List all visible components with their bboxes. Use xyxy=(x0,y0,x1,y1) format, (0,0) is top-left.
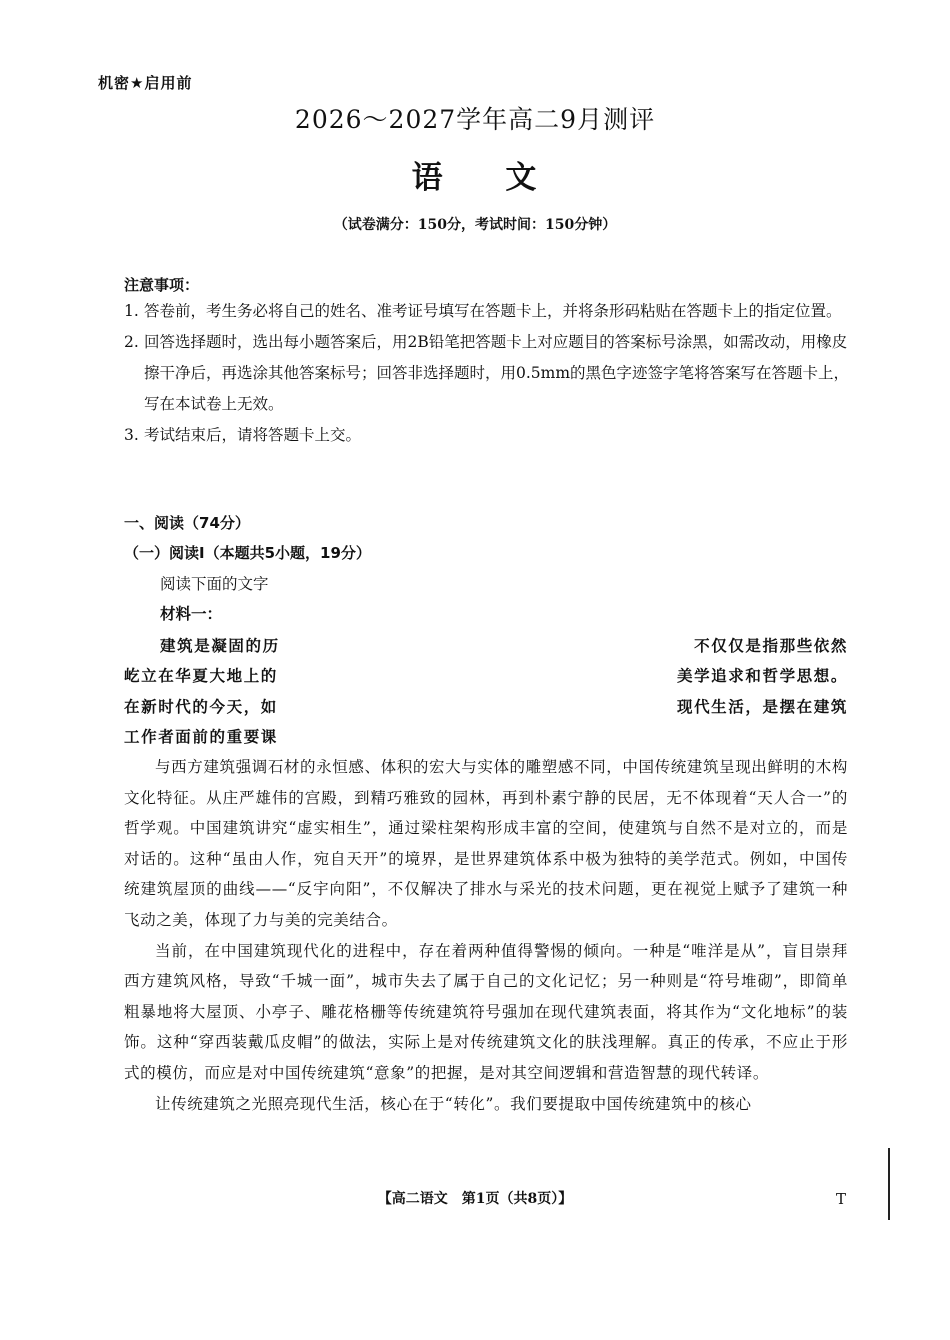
reading-instruction: 阅读下面的文字 xyxy=(160,575,269,593)
note-text: 答卷前，考生务必将自己的姓名、准考证号填写在答题卡上，并将条形码粘贴在答题卡上的指定位置。 xyxy=(144,302,842,320)
fragment-left: 建筑是凝固的历 xyxy=(160,636,280,655)
note-text: 考试结束后，请将答题卡上交。 xyxy=(144,426,362,444)
margin-rule xyxy=(888,1148,890,1220)
note-number: 1. xyxy=(124,302,139,320)
note-number: 3. xyxy=(124,426,139,444)
section-heading: 一、阅读（74分） xyxy=(124,514,250,532)
note-number: 2. xyxy=(124,333,139,351)
fragment-left: 工作者面前的重要课 xyxy=(124,727,278,746)
note-item xyxy=(124,420,854,451)
fragment-left: 在新时代的今天，如 xyxy=(124,697,278,716)
fragment-right: 美学追求和哲学思想。 xyxy=(676,666,848,685)
fragment-right: 不仅仅是指那些依然 xyxy=(694,636,848,655)
fragment-right: 现代生活，是摆在建筑 xyxy=(676,697,848,716)
exam-info: （试卷满分：150分，考试时间：150分钟） xyxy=(333,217,617,233)
subsection-heading: （一）阅读Ⅰ（本题共5小题，19分） xyxy=(124,544,371,562)
material-label: 材料一： xyxy=(160,604,223,623)
notes-list xyxy=(124,296,854,451)
confidential-label: 机密★启用前 xyxy=(98,74,193,92)
fragment-left: 屹立在华夏大地上的 xyxy=(124,666,278,685)
paragraph: 让传统建筑之光照亮现代生活，核心在于“转化”。我们要提取中国传统建筑中的核心 xyxy=(155,1094,752,1113)
paragraph: 当前，在中国建筑现代化的进程中，存在着两种值得警惕的倾向。一种是“唯洋是从”，盲目崇拜西方建筑风格，导致“千城一面”，城市失去了属于自己的文化记忆；另一种则是“符号堆砌”，即简单粗暴地将大屋顶、小亭子、雕花格栅等传统建筑符号强加在现代建筑表面，将其作为“文化地标”的装饰。这种“穿西装戴瓜皮帽”的做法，实际上是对传统建筑文化的肤浅理解。真正的传承，不应止于形式的模仿，而应是对中国传统建筑“意象”的把握，是对其空间逻辑和营造智慧的现代转译。 xyxy=(124,941,848,1082)
note-item xyxy=(124,296,854,327)
page-mark: T xyxy=(836,1190,847,1208)
note-item xyxy=(124,327,854,420)
subject-title: 语 文 xyxy=(411,160,539,196)
paragraph: 与西方建筑强调石材的永恒感、体积的宏大与实体的雕塑感不同，中国传统建筑呈现出鲜明的木构文化特征。从庄严雄伟的宫殿，到精巧雅致的园林，再到朴素宁静的民居，无不体现着“天人合一”的哲学观。中国建筑讲究“虚实相生”，通过梁柱架构形成丰富的空间，使建筑与自然不是对立的，而是对话的。这种“虽由人作，宛自天开”的境界，是世界建筑体系中极为独特的美学范式。例如，中国传统建筑屋顶的曲线——“反宇向阳”，不仅解决了排水与采光的技术问题，更在视觉上赋予了建筑一种飞动之美，体现了力与美的完美结合。 xyxy=(124,758,848,929)
exam-title: 2026～2027学年高二9月测评 xyxy=(294,105,656,134)
passage-body xyxy=(124,752,848,1119)
notes-heading: 注意事项： xyxy=(124,276,200,294)
page-footer: 【高二语文 第1页（共8页）】 xyxy=(377,1191,573,1207)
note-text: 回答选择题时，选出每小题答案后，用2B铅笔把答题卡上对应题目的答案标号涂黑，如需改动，用橡皮擦干净后，再选涂其他答案标号；回答非选择题时，用0.5mm的黑色字迹签字笔将答案写在答题卡上，写在本试卷上无效。 xyxy=(144,333,850,413)
